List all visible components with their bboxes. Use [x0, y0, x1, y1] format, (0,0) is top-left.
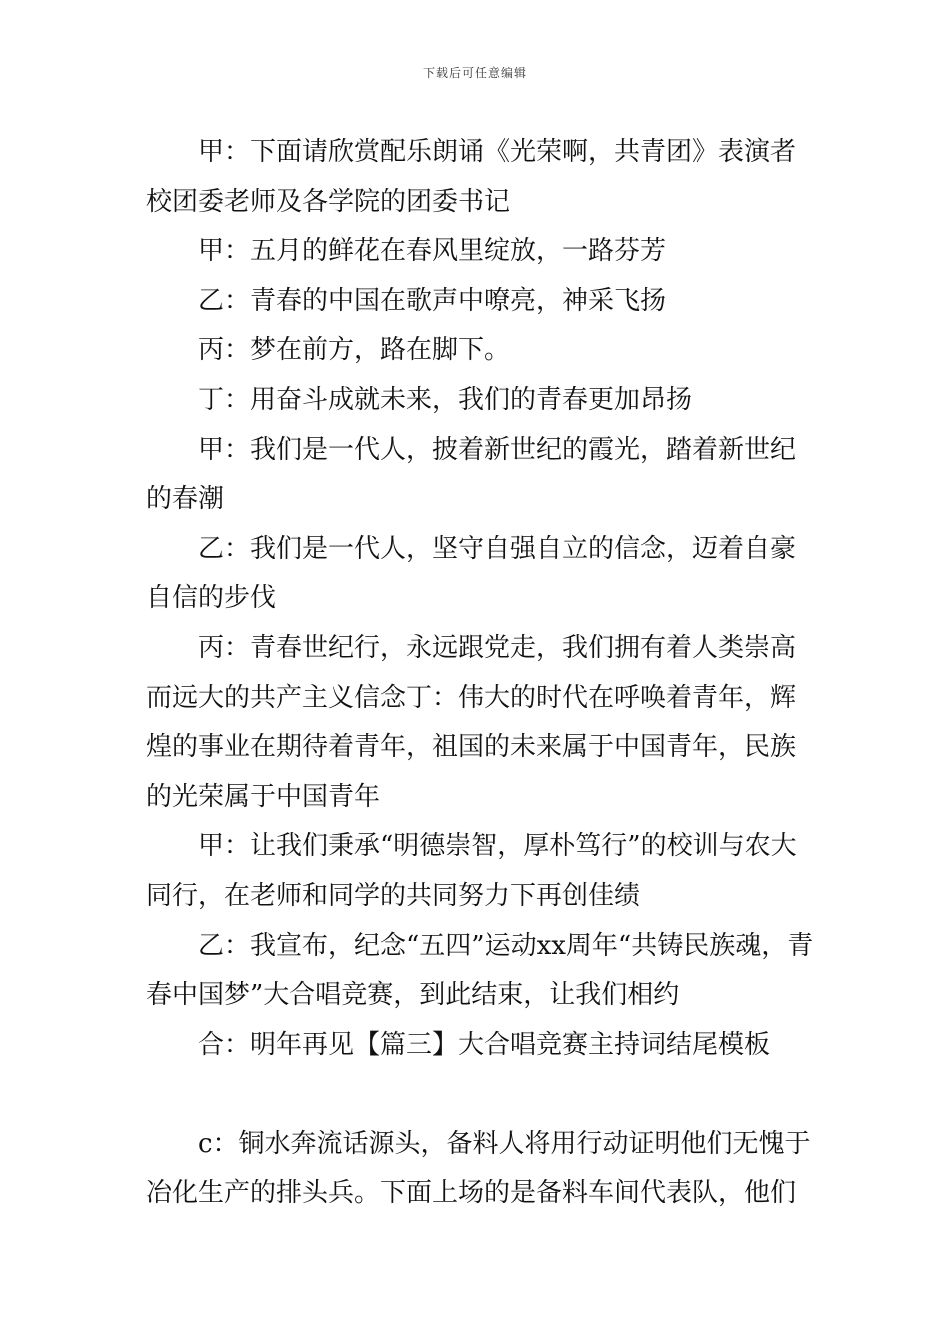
paragraph: 合：明年再见【篇三】大合唱竞赛主持词结尾模板: [198, 1029, 771, 1060]
paragraph: 甲：五月的鲜花在春风里绽放，一路芬芳: [198, 236, 667, 267]
paragraph: c：铜水奔流话源头，备料人将用行动证明他们无愧于冶化生产的排头兵。下面上场的是备料车间代表队，他们: [146, 1128, 811, 1209]
document-body: [146, 128, 816, 1219]
paragraph: 丙：梦在前方，路在脚下。: [198, 335, 511, 366]
paragraph: 乙：我们是一代人，坚守自强自立的信念，迈着自豪自信的步伐: [146, 533, 797, 614]
paragraph: 甲：我们是一代人，披着新世纪的霞光，踏着新世纪的春潮: [146, 434, 797, 515]
paragraph: 丁：用奋斗成就未来，我们的青春更加昂扬: [198, 384, 693, 415]
paragraph: 乙：我宣布，纪念“五四”运动xx周年“共铸民族魂，青春中国梦”大合唱竞赛，到此结束，让我们相约: [146, 930, 814, 1011]
paragraph: 甲：下面请欣赏配乐朗诵《光荣啊，共青团》表演者校团委老师及各学院的团委书记: [146, 137, 797, 217]
paragraph: 甲：让我们秉承“明德崇智，厚朴笃行”的校训与农大同行，在老师和同学的共同努力下再创佳绩: [146, 831, 797, 911]
paragraph: 乙：青春的中国在歌声中嘹亮，神采飞扬: [198, 285, 667, 316]
page-header: 下载后可任意编辑: [422, 66, 527, 80]
blank-line: [146, 1070, 816, 1120]
paragraph: 丙：青春世纪行，永远跟党走，我们拥有着人类崇高而远大的共产主义信念丁：伟大的时代在呼唤着青年，辉煌的事业在期待着青年，祖国的未来属于中国青年，民族的光荣属于中国青年: [146, 632, 797, 812]
